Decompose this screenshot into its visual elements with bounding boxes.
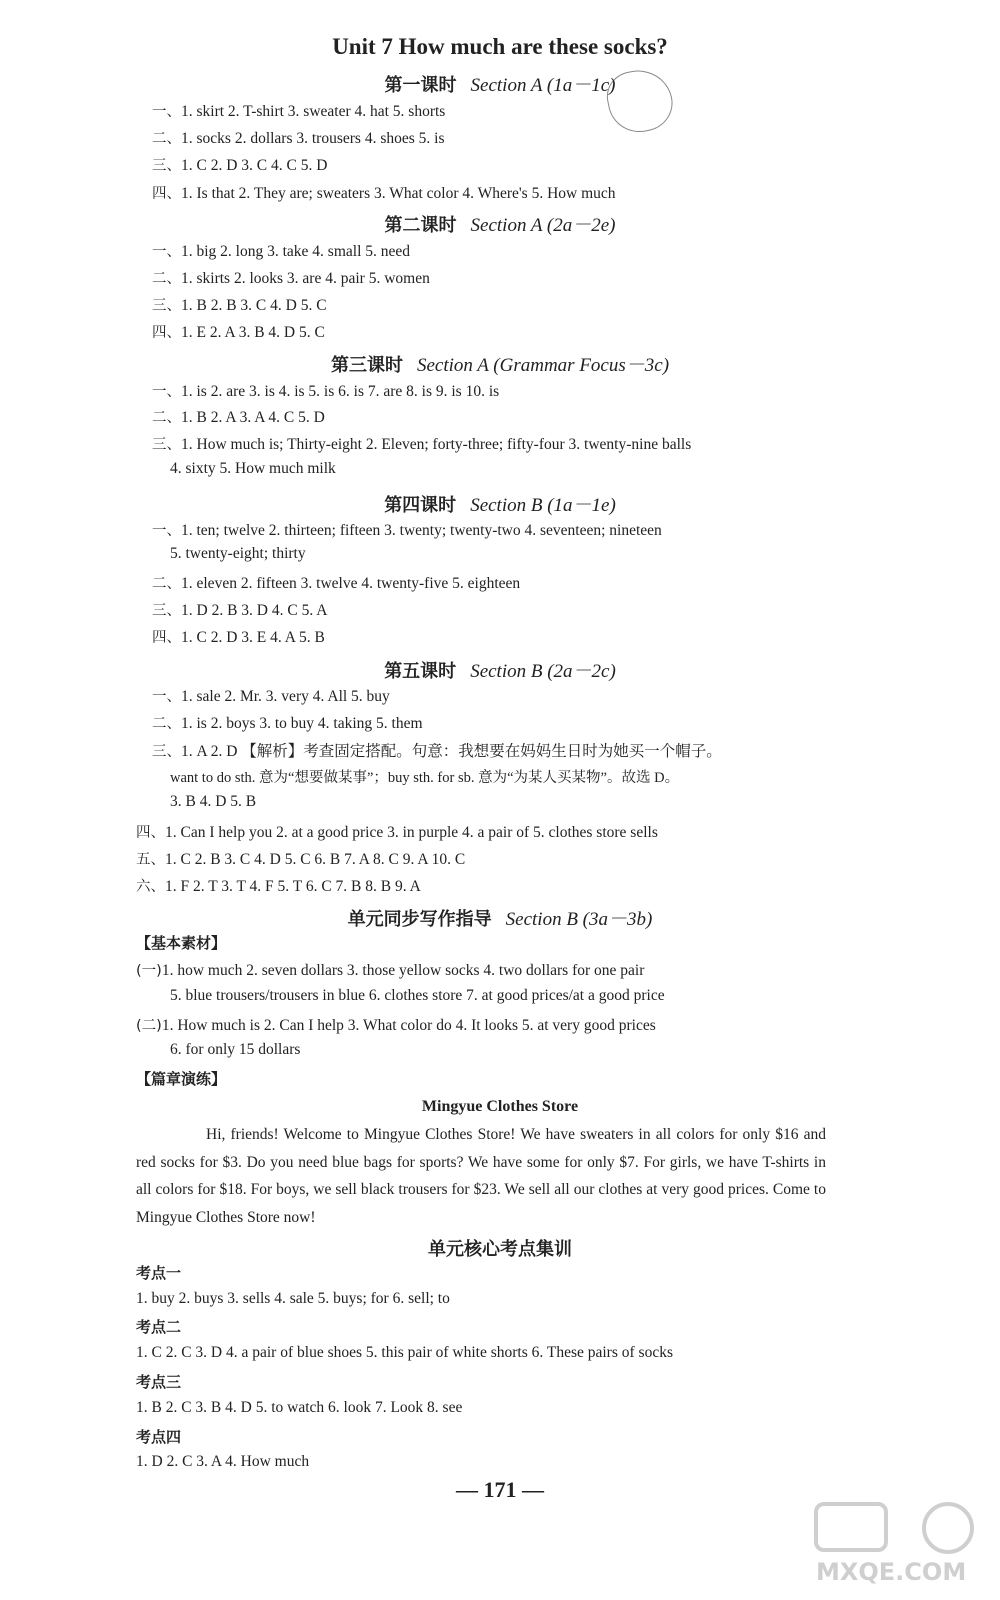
point-heading: 考点四 (136, 1428, 182, 1446)
unit-title: Unit 7 How much are these socks? (332, 34, 668, 59)
answer-line: 三、1. D 2. B 3. D 4. C 5. A (152, 602, 328, 619)
answer-line: 三、1. A 2. D 【解析】考查固定搭配。句意：我想要在妈妈生日时为她买一个帽子。 (152, 743, 722, 760)
answer-line: 四、1. Is that 2. They are; sweaters 3. What color 4. Where's 5. How much (152, 185, 616, 202)
answer-line: 二、1. socks 2. dollars 3. trousers 4. shoes 5. is (152, 130, 445, 147)
section-heading-4: 第四课时 Section B (1a－1e) (384, 495, 616, 516)
answer-line: 1. buy 2. buys 3. sells 4. sale 5. buys; for 6. sell; to (136, 1290, 450, 1307)
tag-passage-practice: 【篇章演练】 (136, 1070, 227, 1088)
section-heading-5: 第五课时 Section B (2a－2c) (384, 661, 616, 682)
answer-line: 二、1. eleven 2. fifteen 3. twelve 4. twenty-five 5. eighteen (152, 575, 521, 592)
section-heading-2: 第二课时 Section A (2a－2e) (384, 215, 616, 236)
answer-line: 三、1. B 2. B 3. C 4. D 5. C (152, 297, 327, 314)
answer-line: 二、1. B 2. A 3. A 4. C 5. D (152, 409, 325, 426)
answer-line: 5. twenty-eight; thirty (170, 545, 306, 562)
answer-line: 5. blue trousers/trousers in blue 6. clothes store 7. at good prices/at a good price (170, 987, 665, 1004)
section-heading-6: 单元同步写作指导 Section B (3a－3b) (347, 909, 653, 930)
section-heading-1: 第一课时 Section A (1a－1c) (384, 75, 616, 96)
answer-line: 3. B 4. D 5. B (170, 793, 257, 810)
answer-line: (二)1. How much is 2. Can I help 3. What color do 4. It looks 5. at very good prices (136, 1017, 656, 1034)
answer-line: 六、1. F 2. T 3. T 4. F 5. T 6. C 7. B 8. B 9. A (136, 878, 421, 895)
point-heading: 考点三 (136, 1373, 182, 1391)
answer-line: 一、1. big 2. long 3. take 4. small 5. need (152, 243, 411, 260)
point-heading: 考点二 (136, 1318, 182, 1336)
answer-line: 6. for only 15 dollars (170, 1041, 301, 1058)
explanation-line: want to do sth. 意为“想要做某事”；buy sth. for sb. 意为“为某人买某物”。故选 D。 (170, 770, 680, 786)
answer-line: 一、1. ten; twelve 2. thirteen; fifteen 3. twenty; twenty-two 4. seventeen; nineteen (152, 522, 662, 539)
watermark-logo (810, 1500, 980, 1590)
svg-text:MXQE.COM: MXQE.COM (816, 1558, 967, 1586)
answer-line: 四、1. Can I help you 2. at a good price 3. in purple 4. a pair of 5. clothes store sells (136, 824, 658, 841)
story-paragraph: Hi, friends! Welcome to Mingyue Clothes Store! We have sweaters in all colors for only $16 and red socks for $3. Do you need blue bags for sports? We have some for only $7. For girls, we have T-shirts in all colors for $18. For boys, we sell black trousers for $23. We sell all our clothes at very good prices. Come to Mingyue Clothes Store now! (136, 1126, 826, 1226)
answer-line: 三、1. C 2. D 3. C 4. C 5. D (152, 157, 328, 174)
answer-line: 1. B 2. C 3. B 4. D 5. to watch 6. look 7. Look 8. see (136, 1399, 463, 1416)
answer-line: 4. sixty 5. How much milk (170, 460, 336, 477)
page-number: — 171 — (456, 1477, 544, 1502)
section-heading-7: 单元核心考点集训 (428, 1239, 572, 1260)
point-heading: 考点一 (136, 1264, 182, 1282)
answer-line: 一、1. is 2. are 3. is 4. is 5. is 6. is 7. are 8. is 9. is 10. is (152, 383, 500, 400)
answer-line: 1. C 2. C 3. D 4. a pair of blue shoes 5. this pair of white shorts 6. These pairs of socks (136, 1344, 673, 1361)
answer-line: 一、1. sale 2. Mr. 3. very 4. All 5. buy (152, 688, 390, 705)
answer-line: 一、1. skirt 2. T-shirt 3. sweater 4. hat 5. shorts (152, 103, 446, 120)
answer-line: 四、1. E 2. A 3. B 4. D 5. C (152, 324, 325, 341)
answer-line: 1. D 2. C 3. A 4. How much (136, 1453, 310, 1470)
answer-line: 二、1. skirts 2. looks 3. are 4. pair 5. women (152, 270, 430, 287)
answer-line: 二、1. is 2. boys 3. to buy 4. taking 5. them (152, 715, 423, 732)
story-title: Mingyue Clothes Store (421, 1098, 579, 1115)
answer-line: (一)1. how much 2. seven dollars 3. those yellow socks 4. two dollars for one pair (136, 962, 645, 979)
tag-basic-materials: 【基本素材】 (136, 934, 227, 952)
section-heading-3: 第三课时 Section A (Grammar Focus－3c) (330, 355, 670, 376)
answer-line: 四、1. C 2. D 3. E 4. A 5. B (152, 629, 325, 646)
answer-line: 三、1. How much is; Thirty-eight 2. Eleven; forty-three; fifty-four 3. twenty-nine balls (152, 436, 692, 453)
answer-line: 五、1. C 2. B 3. C 4. D 5. C 6. B 7. A 8. C 9. A 10. C (136, 851, 466, 868)
